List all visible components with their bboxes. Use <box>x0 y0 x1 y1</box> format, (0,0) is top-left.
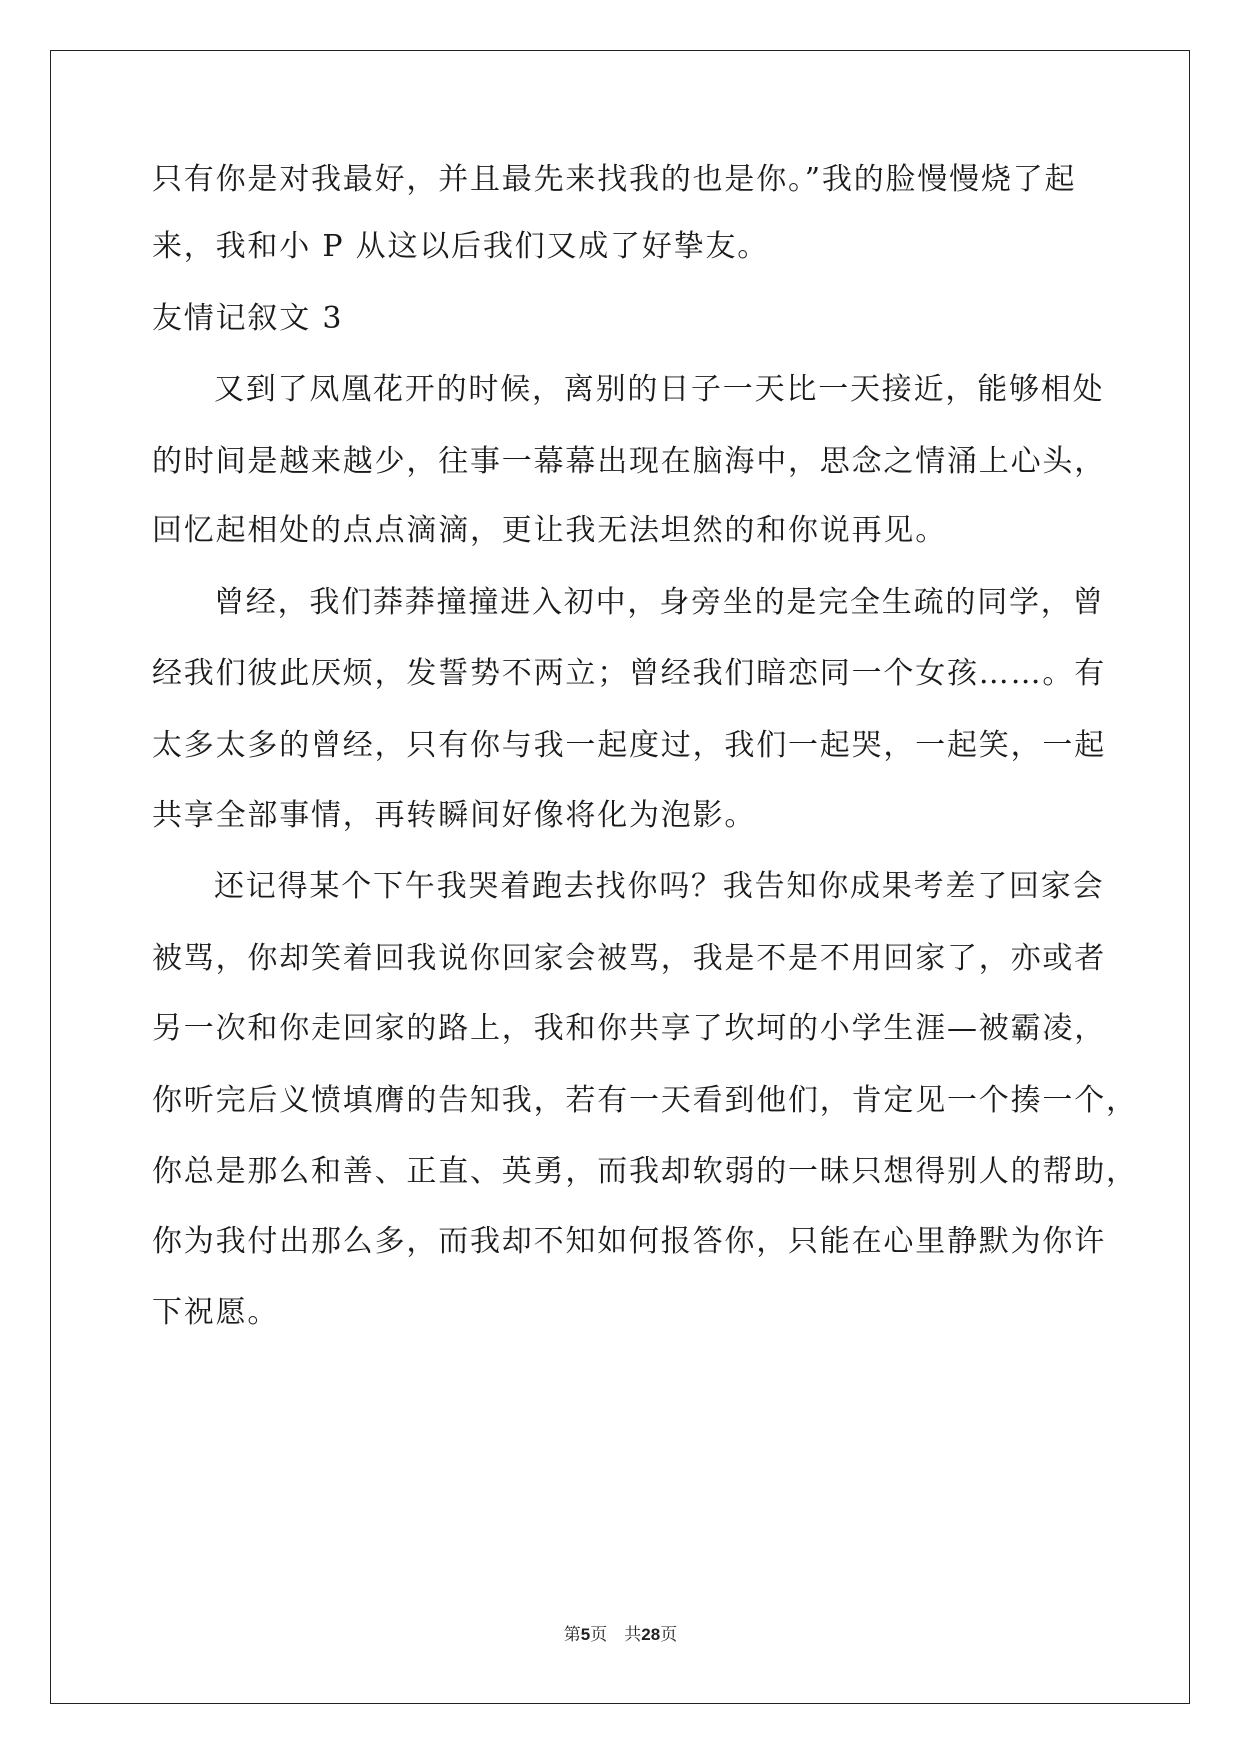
paragraph-line: 经我们彼此厌烦，发誓势不两立；曾经我们暗恋同一个女孩……。有 <box>152 656 1106 691</box>
page-footer <box>0 1624 1241 1646</box>
paragraph-line: 太多太多的曾经，只有你与我一起度过，我们一起哭，一起笑，一起 <box>152 728 1106 763</box>
page-label-middle: 页 共 <box>590 1625 642 1645</box>
paragraph-line: 被骂，你却笑着回我说你回家会被骂，我是不是不用回家了，亦或者 <box>152 941 1106 976</box>
paragraph-line: 只有你是对我最好，并且最先来找我的也是你。”我的脸慢慢烧了起 <box>152 162 1077 197</box>
section-heading: 友情记叙文 3 <box>152 301 344 336</box>
paragraph-line: 还记得某个下午我哭着跑去找你吗？我告知你成果考差了回家会 <box>214 869 1105 904</box>
paragraph-line: 下祝愿。 <box>152 1295 280 1330</box>
paragraph-line: 回忆起相处的点点滴滴，更让我无法坦然的和你说再见。 <box>152 513 947 548</box>
paragraph-line: 另一次和你走回家的路上，我和你共享了坎坷的小学生涯—被霸凌， <box>152 1011 1106 1046</box>
page-label-prefix: 第 <box>563 1625 581 1645</box>
paragraph-line: 来，我和小 P 从这以后我们又成了好挚友。 <box>152 229 770 264</box>
page-label-suffix: 页 <box>660 1625 678 1645</box>
paragraph-line: 你总是那么和善、正直、英勇，而我却软弱的一昧只想得别人的帮助， <box>152 1154 1138 1189</box>
paragraph-line: 又到了凤凰花开的时候，离别的日子一天比一天接近，能够相处 <box>214 372 1105 407</box>
paragraph-line: 共享全部事情，再转瞬间好像将化为泡影。 <box>152 798 757 833</box>
total-page-number: 28 <box>641 1625 661 1644</box>
paragraph-line: 曾经，我们莽莽撞撞进入初中，身旁坐的是完全生疏的同学，曾 <box>214 585 1105 620</box>
paragraph-line: 你为我付出那么多，而我却不知如何报答你，只能在心里静默为你许 <box>152 1224 1106 1259</box>
paragraph-line: 的时间是越来越少，往事一幕幕出现在脑海中，思念之情涌上心头， <box>152 444 1106 479</box>
paragraph-line: 你听完后义愤填膺的告知我，若有一天看到他们，肯定见一个揍一个， <box>152 1083 1138 1118</box>
current-page-number: 5 <box>580 1625 591 1644</box>
